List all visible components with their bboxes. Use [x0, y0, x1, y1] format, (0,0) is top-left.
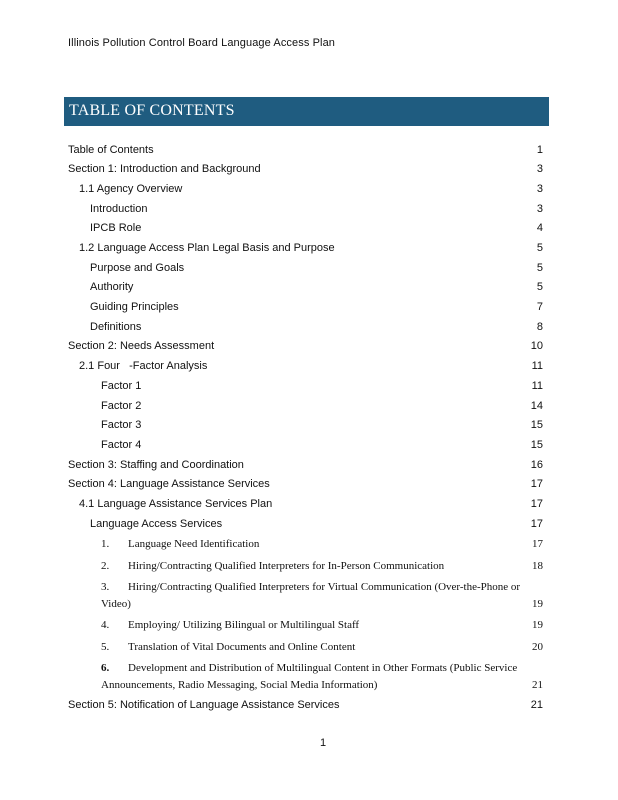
running-header: Illinois Pollution Control Board Language Access Plan	[68, 37, 336, 49]
toc-entry[interactable]: 2.1 Four -Factor Analysis 11	[79, 360, 543, 372]
toc-numbered-entry-continuation[interactable]: Announcements, Radio Messaging, Social Media Information) 21	[101, 679, 543, 691]
toc-entry[interactable]: Factor 1 11	[101, 380, 543, 392]
toc-numbered-entry[interactable]: 2. Hiring/Contracting Qualified Interpreters for In-Person Communication 18	[101, 560, 543, 572]
toc-numbered-entry[interactable]: 4. Employing/ Utilizing Bilingual or Multilingual Staff 19	[101, 619, 543, 631]
toc-entry[interactable]: Section 1: Introduction and Background 3	[68, 163, 543, 175]
toc-numbered-entry[interactable]: 1. Language Need Identification 17	[101, 538, 543, 550]
toc-title: TABLE OF CONTENTS	[69, 102, 235, 119]
toc-entry[interactable]: Section 3: Staffing and Coordination 16	[68, 459, 543, 471]
toc-entry[interactable]: Authority 5	[90, 281, 543, 293]
toc-entry[interactable]: Section 2: Needs Assessment 10	[68, 340, 543, 352]
toc-numbered-entry[interactable]: 5. Translation of Vital Documents and Online Content 20	[101, 641, 543, 653]
toc-entry[interactable]: 1.1 Agency Overview 3	[79, 183, 543, 195]
toc-entry[interactable]: Table of Contents 1	[68, 144, 543, 156]
toc-entry[interactable]: 1.2 Language Access Plan Legal Basis and Purpose 5	[79, 242, 543, 254]
toc-entry[interactable]: Section 4: Language Assistance Services 17	[68, 478, 543, 490]
toc-entry[interactable]: Language Access Services 17	[90, 518, 543, 530]
toc-numbered-entry[interactable]: 6. Development and Distribution of Multilingual Content in Other Formats (Public Service	[101, 662, 518, 674]
toc-title-banner	[64, 97, 549, 126]
page-number: 1	[320, 737, 327, 749]
toc-entry[interactable]: 4.1 Language Assistance Services Plan 17	[79, 498, 543, 510]
toc-entry[interactable]: Factor 3 15	[101, 419, 543, 431]
toc-entry[interactable]: Guiding Principles 7	[90, 301, 543, 313]
toc-entry[interactable]: Purpose and Goals 5	[90, 262, 543, 274]
toc-numbered-entry[interactable]: 3. Hiring/Contracting Qualified Interpreters for Virtual Communication (Over-the-Phone or	[101, 581, 521, 593]
toc-numbered-entry-continuation[interactable]: Video) 19	[101, 598, 543, 610]
toc-entry[interactable]: Definitions 8	[90, 321, 543, 333]
toc-entry[interactable]: Factor 4 15	[101, 439, 543, 451]
toc-entry[interactable]: Section 5: Notification of Language Assistance Services 21	[68, 699, 543, 711]
toc-entry[interactable]: IPCB Role 4	[90, 222, 543, 234]
toc-entry[interactable]: Introduction 3	[90, 203, 543, 215]
toc-entry[interactable]: Factor 2 14	[101, 400, 543, 412]
